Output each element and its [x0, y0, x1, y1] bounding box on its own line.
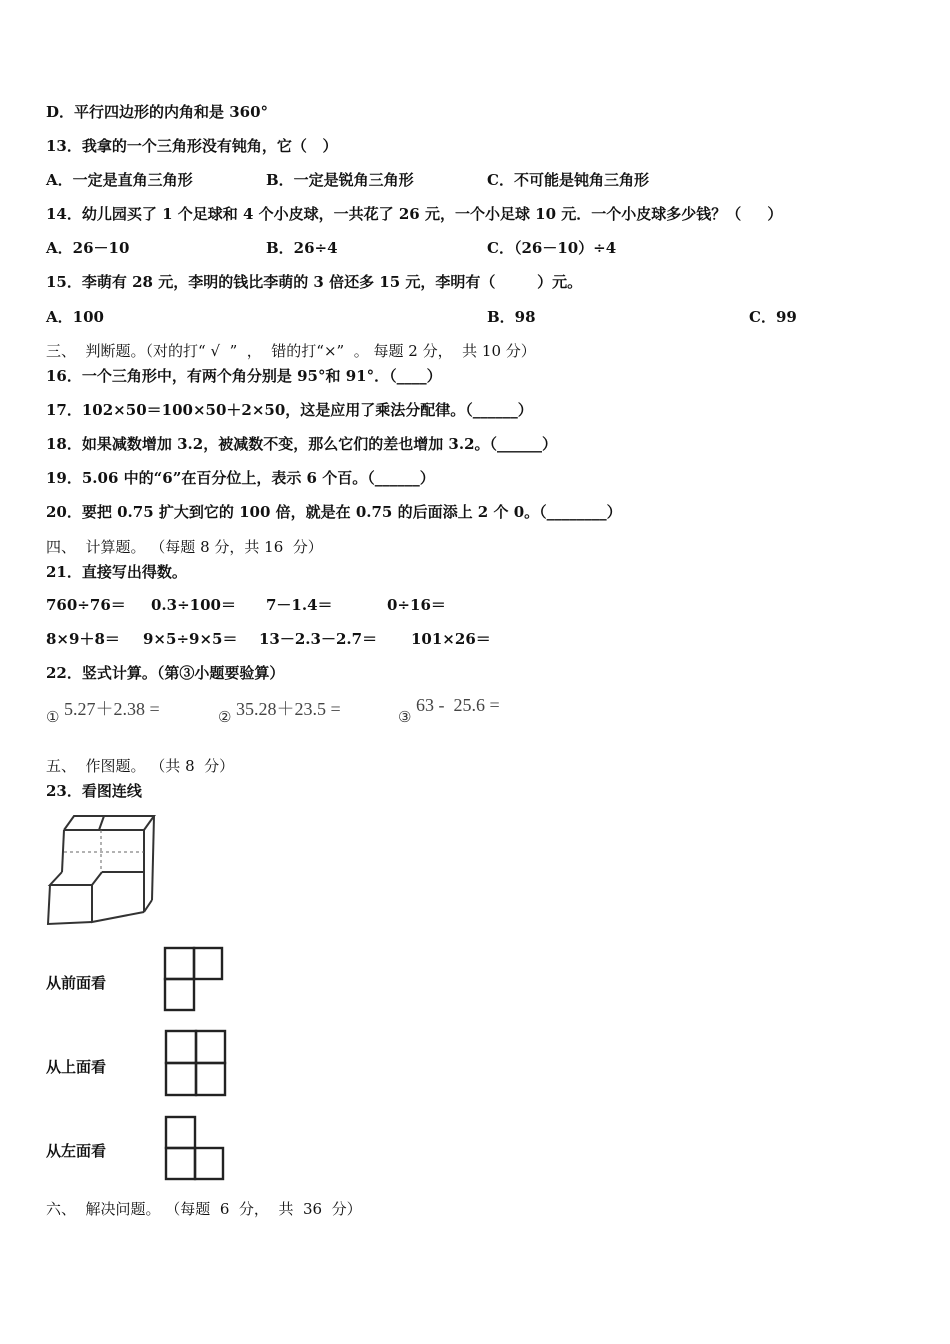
- q14-option-b: B．26÷4: [266, 239, 338, 257]
- q14-option-c: C．（26－10）÷4: [487, 239, 617, 257]
- q14-option-a: A．26－10: [46, 239, 130, 257]
- q18: 18．如果减数增加 3.2，被减数不变，那么它们的差也增加 3.2。（______）: [46, 435, 558, 453]
- q22-stem: 22．竖式计算。（第③小题要验算）: [46, 664, 285, 682]
- q21-stem: 21．直接写出得数。: [46, 563, 187, 581]
- view-label-top: 从上面看: [46, 1058, 107, 1076]
- q22-mark-1: ①: [46, 708, 60, 726]
- view-label-left: 从左面看: [46, 1142, 107, 1160]
- q21-item: 7－1.4＝: [266, 596, 333, 614]
- q20: 20．要把 0.75 扩大到它的 100 倍，就是在 0.75 的后面添上 2 个 0。（________）: [46, 503, 622, 521]
- q13-stem: 13．我拿的一个三角形没有钝角，它（ ）: [46, 137, 338, 155]
- q21-item: 8×9＋8＝: [46, 630, 120, 648]
- q12-option-d: D．平行四边形的内角和是 360°: [46, 103, 269, 121]
- view-front-figure: [163, 945, 225, 1013]
- q15-option-b: B．98: [487, 308, 536, 326]
- section-3-title: 三、 判断题。（对的打“ √ ” ， 错的打“×” 。 每题 2 分， 共 10 分）: [46, 342, 536, 360]
- q22-expr-2: 35.28＋23.5 =: [236, 699, 341, 719]
- view-label-front: 从前面看: [46, 974, 107, 992]
- q23-stem: 23．看图连线: [46, 782, 142, 800]
- section-6-title: 六、 解决问题。 （每题 6 分， 共 36 分）: [46, 1200, 362, 1218]
- section-5-title: 五、 作图题。 （共 8 分）: [46, 757, 235, 775]
- q16: 16．一个三角形中，有两个角分别是 95°和 91°．（____）: [46, 367, 442, 385]
- q22-expr-1: 5.27＋2.38 =: [64, 699, 160, 719]
- q14-stem: 14．幼儿园买了 1 个足球和 4 个小皮球，一共花了 26 元，一个小足球 10 元．一个小皮球多少钱？（ ）: [46, 205, 783, 223]
- q21-item: 13－2.3－2.7＝: [259, 630, 378, 648]
- q22-mark-3: ③: [398, 708, 412, 726]
- view-top-figure: [164, 1028, 228, 1098]
- q15-option-c: C．99: [749, 308, 797, 326]
- q21-item: 101×26＝: [411, 630, 491, 648]
- q21-item: 0.3÷100＝: [151, 596, 236, 614]
- view-left-figure: [164, 1114, 226, 1182]
- q21-item: 760÷76＝: [46, 596, 126, 614]
- q13-option-b: B．一定是锐角三角形: [266, 171, 414, 189]
- solid-figure: [44, 812, 160, 930]
- q13-option-a: A．一定是直角三角形: [46, 171, 193, 189]
- q21-item: 9×5÷9×5＝: [143, 630, 238, 648]
- q22-expr-3: 63 - 25.6 =: [416, 695, 500, 715]
- q22-mark-2: ②: [218, 708, 232, 726]
- q15-stem: 15．李萌有 28 元，李明的钱比李萌的 3 倍还多 15 元，李明有（ ）元。: [46, 273, 583, 291]
- q17: 17．102×50＝100×50＋2×50，这是应用了乘法分配律。（______）: [46, 401, 533, 419]
- q19: 19．5.06 中的“6”在百分位上，表示 6 个百。（______）: [46, 469, 435, 487]
- section-4-title: 四、 计算题。 （每题 8 分，共 16 分）: [46, 538, 323, 556]
- q13-option-c: C．不可能是钝角三角形: [487, 171, 649, 189]
- q21-item: 0÷16＝: [387, 596, 446, 614]
- q15-option-a: A．100: [46, 308, 104, 326]
